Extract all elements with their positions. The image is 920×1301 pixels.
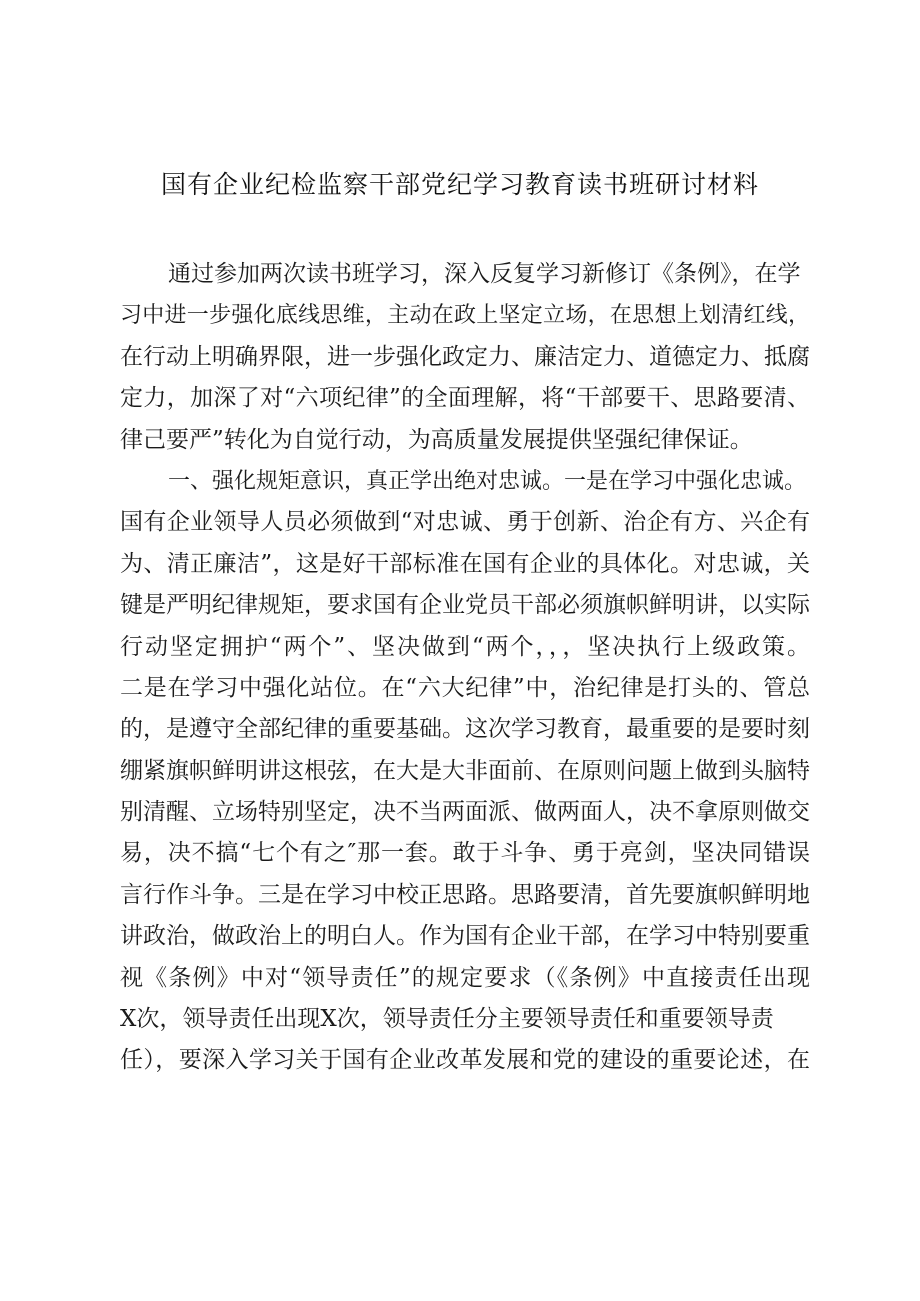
paragraph-line: 国有企业领导人员必须做到“对忠诚、勇于创新、治企有方、兴企有 xyxy=(120,509,810,536)
paragraph-line: 键是严明纪律规矩，要求国有企业党员干部必须旗帜鲜明讲，以实际 xyxy=(120,592,810,619)
paragraph-line: 讲政治，做政治上的明白人。作为国有企业干部，在学习中特别要重 xyxy=(120,923,810,950)
paragraph-line: 通过参加两次读书班学习，深入反复学习新修订《条例》，在学 xyxy=(168,261,801,287)
document-title: 国有企业纪检监察干部党纪学习教育读书班研讨材料 xyxy=(160,170,759,199)
paragraph-line: 任），要深入学习关于国有企业改革发展和党的建设的重要论述，在 xyxy=(120,1047,810,1074)
paragraph-line: 的，是遵守全部纪律的重要基础。这次学习教育，最重要的是要时刻 xyxy=(120,716,810,743)
paragraph-line: 言行作斗争。三是在学习中校正思路。思路要清，首先要旗帜鲜明地 xyxy=(120,881,810,908)
paragraph-line: 行动坚定拥护“两个”、坚决做到“两个，，，坚决执行上级政策。 xyxy=(120,633,810,660)
document-body xyxy=(120,254,810,1082)
paragraph-line: 在行动上明确界限，进一步强化政定力、廉洁定力、道德定力、抵腐 xyxy=(120,343,810,370)
paragraph-line: 易，决不搞“七个有之″那一套。敢于斗争、勇于亮剑，坚决同错误 xyxy=(120,840,810,867)
paragraph-line: 为、清正廉洁”，这是好干部标准在国有企业的具体化。对忠诚，关 xyxy=(120,550,810,577)
paragraph-line: 二是在学习中强化站位。在“六大纪律”中，治纪律是打头的、管总 xyxy=(120,674,810,701)
paragraph-line: 视《条例》中对“领导责任”的规定要求（《条例》中直接责任出现 xyxy=(120,964,810,991)
paragraph-line: 律己要严”转化为自觉行动，为高质量发展提供坚强纪律保证。 xyxy=(120,426,753,453)
paragraph-line: 习中进一步强化底线思维，主动在政上坚定立场，在思想上划清红线， xyxy=(120,303,810,329)
paragraph-line: 别清醒、立场特别坚定，决不当两面派、做两面人，决不拿原则做交 xyxy=(120,799,810,826)
paragraph-line: 绷紧旗帜鲜明讲这根弦，在大是大非面前、在原则问题上做到头脑特 xyxy=(120,757,810,784)
paragraph-line: 一、强化规矩意识，真正学出绝对忠诚。一是在学习中强化忠诚。 xyxy=(168,468,807,494)
paragraph-line: X次，领导责任出现X次，领导责任分主要领导责任和重要领导责 xyxy=(120,1006,774,1033)
paragraph-line: 定力，加深了对“六项纪律”的全面理解，将“干部要干、思路要清、 xyxy=(120,385,810,412)
